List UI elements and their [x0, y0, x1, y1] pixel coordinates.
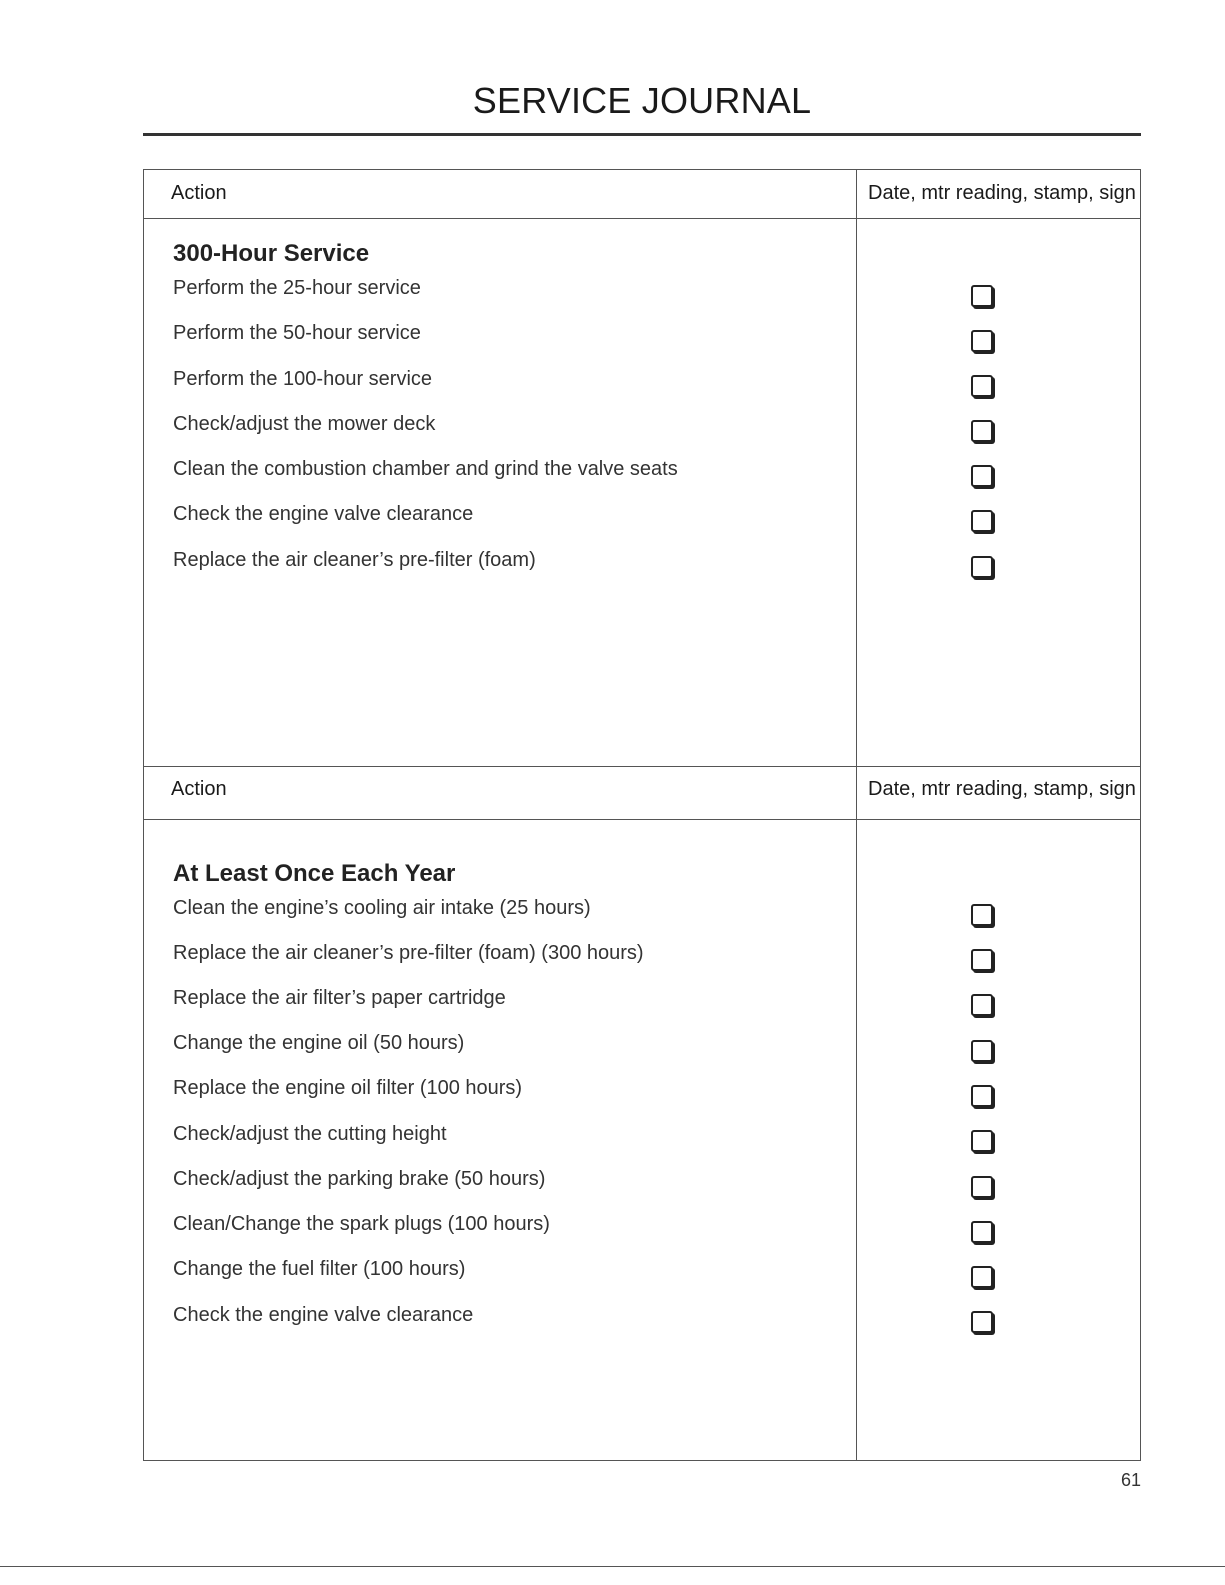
checkbox[interactable] [971, 285, 993, 307]
checkbox[interactable] [971, 465, 993, 487]
list-item: Clean/Change the spark plugs (100 hours) [173, 1213, 550, 1235]
list-item: Replace the air filter’s paper cartridge [173, 987, 506, 1009]
checkbox[interactable] [971, 330, 993, 352]
page-title: SERVICE JOURNAL [472, 80, 812, 121]
checkbox[interactable] [971, 1085, 993, 1107]
page-number: 61 [1120, 1470, 1141, 1490]
list-item: Check/adjust the cutting height [173, 1123, 447, 1145]
checkbox[interactable] [971, 1221, 993, 1243]
header-divider [144, 218, 1140, 219]
list-item: Perform the 25-hour service [173, 277, 421, 299]
list-item: Check the engine valve clearance [173, 503, 474, 525]
checkbox[interactable] [971, 904, 993, 926]
list-item: Perform the 50-hour service [173, 322, 421, 344]
checkbox[interactable] [971, 556, 993, 578]
list-item: Check/adjust the mower deck [173, 413, 436, 435]
section-title-300-hour: 300-Hour Service [173, 240, 370, 267]
list-item: Check the engine valve clearance [173, 1304, 474, 1326]
checkbox[interactable] [971, 994, 993, 1016]
column-divider [856, 170, 857, 1460]
list-item: Change the engine oil (50 hours) [173, 1032, 465, 1054]
title-rule [143, 133, 1141, 136]
list-item: Check/adjust the parking brake (50 hours) [173, 1168, 546, 1190]
checkbox[interactable] [971, 375, 993, 397]
list-item: Replace the air cleaner’s pre-filter (foam) [173, 549, 536, 571]
action-column-header: Action [171, 778, 227, 800]
page-bottom-edge [0, 1566, 1225, 1567]
list-item: Clean the combustion chamber and grind the valve seats [173, 458, 678, 480]
checkbox[interactable] [971, 1040, 993, 1062]
checkbox[interactable] [971, 1266, 993, 1288]
checkbox[interactable] [971, 1311, 993, 1333]
checkbox[interactable] [971, 1176, 993, 1198]
checkbox[interactable] [971, 949, 993, 971]
section-title-yearly: At Least Once Each Year [173, 860, 456, 887]
list-item: Replace the air cleaner’s pre-filter (foam) (300 hours) [173, 942, 644, 964]
action-column-header: Action [171, 182, 227, 204]
checkbox[interactable] [971, 1130, 993, 1152]
list-item: Perform the 100-hour service [173, 368, 433, 390]
service-journal-table [143, 169, 1141, 1461]
header-divider [144, 819, 1140, 820]
date-column-header: Date, mtr reading, stamp, sign [868, 778, 1136, 800]
list-item: Replace the engine oil filter (100 hours) [173, 1077, 523, 1099]
checkbox[interactable] [971, 510, 993, 532]
list-item: Change the fuel filter (100 hours) [173, 1258, 466, 1280]
checkbox[interactable] [971, 420, 993, 442]
section-divider [144, 766, 1140, 767]
date-column-header: Date, mtr reading, stamp, sign [868, 182, 1136, 204]
list-item: Clean the engine’s cooling air intake (25 hours) [173, 897, 591, 919]
